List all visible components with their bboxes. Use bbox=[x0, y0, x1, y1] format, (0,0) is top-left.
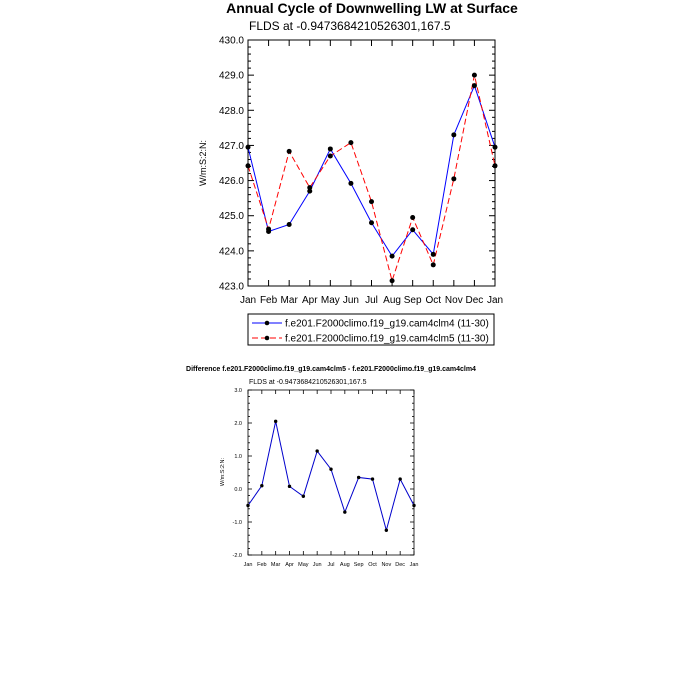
chart1-x-axis bbox=[240, 40, 503, 306]
chart1-series-layer bbox=[246, 73, 498, 284]
chart2-series-1-point bbox=[371, 477, 374, 480]
chart1-y-tick-label: 423.0 bbox=[218, 281, 244, 293]
chart2-series-1-point bbox=[343, 510, 346, 513]
chart1-y-tick-label: 429.0 bbox=[218, 70, 244, 82]
chart1-plot-frame bbox=[248, 40, 495, 286]
chart1-series-2-point bbox=[493, 163, 498, 168]
chart1-series-2-point bbox=[472, 73, 477, 78]
chart1-x-tick-label: Jan bbox=[239, 295, 257, 306]
chart1-series-1-point bbox=[287, 222, 292, 227]
chart1-series-2-point bbox=[246, 163, 251, 168]
chart1-series-2-point bbox=[431, 262, 436, 267]
chart1-x-tick-label: Dec bbox=[465, 295, 484, 306]
chart1-y-axis-label: W/m:S:2:N: bbox=[198, 139, 208, 187]
chart2-series-1-point bbox=[412, 504, 415, 507]
chart1-series-2-point bbox=[410, 215, 415, 220]
chart1-subtitle: FLDS at -0.9473684210526301,167.5 bbox=[249, 19, 451, 33]
chart2-x-tick-label: Dec bbox=[395, 562, 406, 568]
legend-label-2: f.e201.F2000climo.f19_g19.cam4clm5 (11-30) bbox=[285, 333, 489, 345]
chart1-x-tick-label: Nov bbox=[444, 295, 463, 306]
chart1-series-1-point bbox=[493, 145, 498, 150]
chart1-x-tick-label: Jun bbox=[342, 295, 359, 306]
chart2-series-1-point bbox=[315, 449, 318, 452]
chart2-y-tick-label: 1.0 bbox=[234, 454, 242, 460]
chart2-series-1-point bbox=[260, 484, 263, 487]
chart1-series-1-point bbox=[246, 145, 251, 150]
chart2-x-tick-label: Feb bbox=[257, 562, 267, 568]
chart1-series-line-1 bbox=[248, 86, 495, 256]
chart1-series-1-point bbox=[472, 83, 477, 88]
chart1-series-2-point bbox=[328, 153, 333, 158]
chart1-series-2-point bbox=[369, 199, 374, 204]
chart2-x-tick-label: May bbox=[298, 562, 309, 568]
chart1-x-tick-label: Jul bbox=[365, 295, 378, 306]
chart1-series-1-point bbox=[390, 254, 395, 259]
chart1-series-1-point bbox=[431, 252, 436, 257]
chart2-series-line-1 bbox=[248, 421, 414, 530]
chart2-x-tick-label: Jan bbox=[409, 562, 419, 568]
chart1-y-tick-label: 427.0 bbox=[218, 140, 244, 152]
chart1-series-1-point bbox=[410, 227, 415, 232]
chart2-series-1-point bbox=[302, 495, 305, 498]
chart2-y-axis-label: W/m:S:2:N: bbox=[220, 457, 226, 487]
chart1-series-2-point bbox=[266, 227, 271, 232]
chart1-y-tick-label: 428.0 bbox=[218, 105, 244, 117]
legend-entry-2 bbox=[252, 334, 489, 345]
chart2-series-1-point bbox=[329, 468, 332, 471]
chart1-series-2-point bbox=[348, 140, 353, 145]
chart2-y-tick-label: 0.0 bbox=[234, 487, 242, 493]
chart2-x-tick-label: Nov bbox=[381, 562, 392, 568]
chart2-x-tick-label: Jul bbox=[327, 562, 335, 568]
legend-marker-2 bbox=[265, 336, 270, 341]
chart2-series-layer bbox=[246, 420, 415, 532]
chart2-x-tick-label: Apr bbox=[285, 562, 294, 568]
chart2-y-tick-label: -1.0 bbox=[232, 520, 242, 526]
chart2-x-tick-label: Jun bbox=[312, 562, 322, 568]
chart2-y-tick-label: -2.0 bbox=[232, 553, 242, 559]
chart1-series-2-point bbox=[451, 176, 456, 181]
chart1-x-tick-label: Apr bbox=[301, 295, 318, 306]
chart2-x-tick-label: Mar bbox=[270, 562, 281, 568]
chart1-series-2-point bbox=[287, 149, 292, 154]
chart2-plot-frame bbox=[248, 390, 414, 555]
chart2-y-tick-label: 3.0 bbox=[234, 388, 242, 394]
chart1-series-1-point bbox=[348, 181, 353, 186]
chart2-x-axis bbox=[244, 390, 419, 568]
chart2-x-tick-label: Oct bbox=[368, 562, 377, 568]
chart1-x-tick-label: Feb bbox=[259, 295, 278, 306]
chart1-series-1-point bbox=[328, 146, 333, 151]
chart1-y-tick-label: 425.0 bbox=[218, 211, 244, 223]
chart2-x-tick-label: Aug bbox=[339, 562, 350, 568]
chart2-subtitle: FLDS at -0.9473684210526301,167.5 bbox=[249, 379, 367, 386]
chart2-series-1-point bbox=[398, 477, 401, 480]
chart1-x-tick-label: Sep bbox=[403, 295, 422, 306]
chart1-series-1-point bbox=[369, 220, 374, 225]
chart2-title: Difference f.e201.F2000climo.f19_g19.cam4clm5 - f.e201.F2000climo.f19_g19.cam4clm4 bbox=[186, 366, 476, 373]
chart2-y-tick-label: 2.0 bbox=[234, 421, 242, 427]
legend-marker-1 bbox=[265, 321, 270, 326]
chart1-series-1-point bbox=[451, 132, 456, 137]
chart2-series-1-point bbox=[274, 420, 277, 423]
chart1-y-tick-label: 426.0 bbox=[218, 176, 244, 188]
chart1-x-tick-label: Jan bbox=[486, 295, 504, 306]
chart1-x-tick-label: Mar bbox=[280, 295, 298, 306]
chart2-x-tick-label: Jan bbox=[243, 562, 253, 568]
chart1-title: Annual Cycle of Downwelling LW at Surface bbox=[226, 0, 518, 16]
chart1-x-tick-label: Oct bbox=[425, 295, 442, 306]
chart1-x-tick-label: Aug bbox=[383, 295, 401, 306]
legend-label-1: f.e201.F2000climo.f19_g19.cam4clm4 (11-30) bbox=[285, 318, 489, 330]
chart1-y-tick-label: 430.0 bbox=[218, 35, 244, 47]
chart2-y-axis bbox=[233, 388, 414, 559]
chart2-x-tick-label: Sep bbox=[353, 562, 364, 568]
chart1-y-axis bbox=[219, 36, 495, 293]
chart1-y-tick-label: 424.0 bbox=[218, 246, 244, 258]
chart2-series-1-point bbox=[385, 529, 388, 532]
chart2-series-1-point bbox=[288, 485, 291, 488]
legend-entry-1 bbox=[252, 319, 489, 330]
chart1-series-2-point bbox=[390, 278, 395, 283]
chart1-series-line-2 bbox=[248, 75, 495, 281]
chart1-series-2-point bbox=[307, 185, 312, 190]
chart2-series-1-point bbox=[357, 476, 360, 479]
chart2-series-1-point bbox=[246, 504, 249, 507]
chart1-x-tick-label: May bbox=[320, 295, 340, 306]
